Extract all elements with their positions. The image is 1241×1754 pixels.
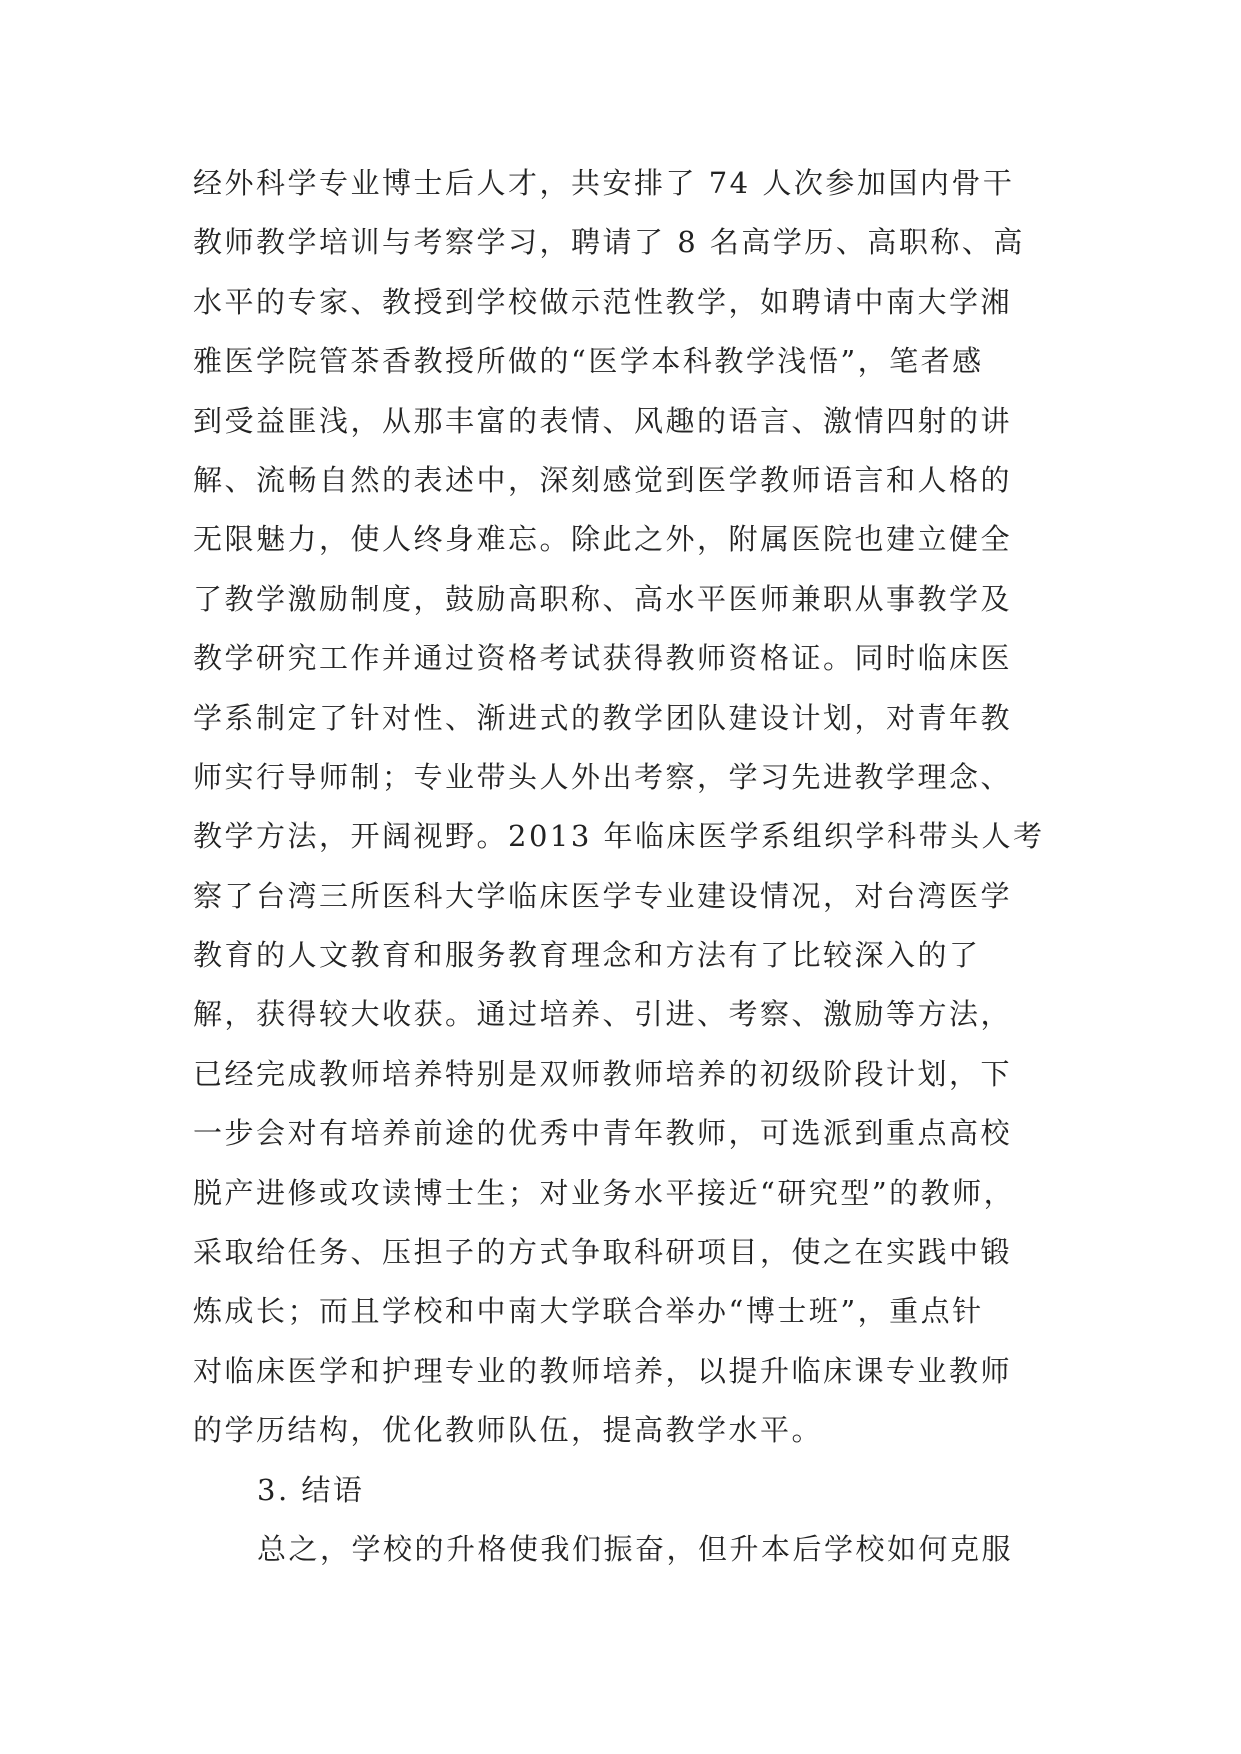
text-line: 解，获得较大收获。通过培养、引进、考察、激励等方法， bbox=[193, 997, 1013, 1032]
text-line: 教师教学培训与考察学习，聘请了 8 名高学历、高职称、高 bbox=[193, 225, 1025, 260]
text-line: 雅医学院管茶香教授所做的“医学本科教学浅悟”，笔者感 bbox=[193, 344, 984, 379]
body-text bbox=[193, 154, 1053, 1579]
text-line: 对临床医学和护理专业的教师培养，以提升临床课专业教师 bbox=[193, 1353, 1013, 1388]
text-line: 了教学激励制度，鼓励高职称、高水平医师兼职从事教学及 bbox=[193, 581, 1013, 616]
paragraph-start: 总之，学校的升格使我们振奋，但升本后学校如何克服 bbox=[257, 1531, 1014, 1566]
text-line: 察了台湾三所医科大学临床医学专业建设情况，对台湾医学 bbox=[193, 878, 1013, 913]
text-line: 的学历结构，优化教师队伍，提高教学水平。 bbox=[193, 1413, 824, 1448]
section-heading: 3. 结语 bbox=[257, 1472, 365, 1507]
text-line: 无限魅力，使人终身难忘。除此之外，附属医院也建立健全 bbox=[193, 522, 1013, 557]
text-line: 经外科学专业博士后人才，共安排了 74 人次参加国内骨干 bbox=[193, 166, 1015, 200]
text-line: 到受益匪浅，从那丰富的表情、风趣的语言、激情四射的讲 bbox=[193, 403, 1013, 438]
text-line: 已经完成教师培养特别是双师教师培养的初级阶段计划，下 bbox=[193, 1056, 1013, 1091]
text-line: 采取给任务、压担子的方式争取科研项目，使之在实践中锻 bbox=[193, 1235, 1013, 1270]
text-line: 水平的专家、教授到学校做示范性教学，如聘请中南大学湘 bbox=[193, 284, 1013, 319]
text-line: 教学研究工作并通过资格考试获得教师资格证。同时临床医 bbox=[193, 641, 1013, 676]
text-line: 脱产进修或攻读博士生；对业务水平接近“研究型”的教师， bbox=[193, 1175, 1016, 1210]
text-line: 学系制定了针对性、渐进式的教学团队建设计划，对青年教 bbox=[193, 700, 1013, 735]
text-line: 炼成长；而且学校和中南大学联合举办“博士班”，重点针 bbox=[193, 1294, 984, 1329]
text-line: 教育的人文教育和服务教育理念和方法有了比较深入的了 bbox=[193, 938, 981, 973]
text-line: 解、流畅自然的表述中，深刻感觉到医学教师语言和人格的 bbox=[193, 462, 1013, 497]
text-line: 教学方法，开阔视野。2013 年临床医学系组织学科带头人考 bbox=[193, 819, 1045, 854]
text-line: 一步会对有培养前途的优秀中青年教师，可选派到重点高校 bbox=[193, 1116, 1013, 1151]
text-line: 师实行导师制；专业带头人外出考察，学习先进教学理念、 bbox=[193, 759, 1013, 794]
